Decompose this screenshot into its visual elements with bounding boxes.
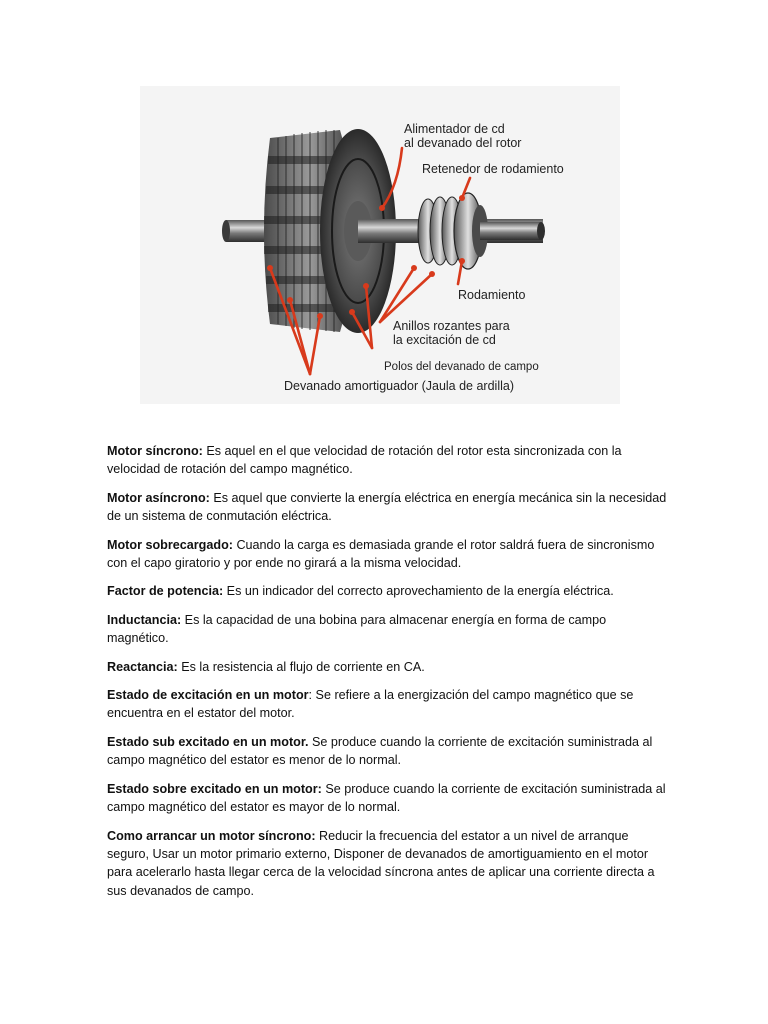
definition-sobre-excitado: [107, 780, 667, 817]
shaft-end: [480, 222, 540, 240]
rotor-figure: [140, 86, 620, 404]
definition-text: : Se refiere a la energización del campo magnético que se encuentra en el estator del motor.: [107, 688, 634, 721]
definition-text: Es un indicador del correcto aprovechamiento de la energía eléctrica.: [223, 584, 614, 599]
label-alimentador-2: al devanado del rotor: [404, 136, 522, 150]
definition-motor-asincrono: [107, 489, 667, 526]
definition-text: Cuando la carga es demasiada grande el rotor saldrá fuera de sincronismo con el capo giratorio y por ende no girará a la misma velocidad.: [107, 537, 655, 571]
term: Reactancia:: [107, 659, 178, 674]
label-retenedor: Retenedor de rodamiento: [422, 162, 564, 176]
definition-text: Se produce cuando la corriente de excitación suministrada al campo magnético del estator es menor de lo normal.: [107, 734, 653, 768]
shaft-tip: [537, 222, 545, 240]
label-anillos-2: la excitación de cd: [393, 333, 496, 347]
term: Estado sobre excitado en un motor:: [107, 781, 322, 796]
label-anillos-1: Anillos rozantes para: [393, 319, 510, 333]
term: Factor de potencia:: [107, 584, 224, 599]
label-devanado: Devanado amortiguador (Jaula de ardilla): [284, 379, 514, 393]
definition-estado-excitacion: [107, 686, 667, 723]
definition-text: Es la capacidad de una bobina para almacenar energía en forma de campo magnético.: [107, 612, 607, 646]
definition-text: Es aquel que convierte la energía eléctrica en energía mecánica sin la necesidad de un sistema de conmutación eléctrica.: [107, 490, 667, 524]
term: Motor asíncrono:: [107, 490, 210, 505]
definition-text: Es la resistencia al flujo de corriente en CA.: [177, 659, 425, 674]
definition-text: Reducir la frecuencia del estator a un nivel de arranque seguro, Usar un motor primario externo, Disponer de devanados de amortiguamiento en el motor para acelerarlo hasta llegar cerca de la velocidad síncrona antes de aplicar una corriente directa a sus devanados de campo.: [107, 828, 655, 898]
term: Inductancia:: [107, 612, 182, 627]
term: Motor sobrecargado:: [107, 537, 233, 552]
label-polos: Polos del devanado de campo: [384, 361, 539, 373]
left-shaft-end: [222, 220, 230, 242]
definition-inductancia: [107, 611, 667, 648]
definition-arrancar-motor: [107, 827, 667, 901]
rotor-diagram: [140, 86, 620, 404]
label-rodamiento: Rodamiento: [458, 288, 526, 302]
definition-sub-excitado: [107, 733, 667, 770]
term: Como arrancar un motor síncrono:: [107, 828, 316, 843]
left-shaft: [226, 220, 266, 242]
definition-motor-sobrecargado: [107, 536, 667, 573]
definition-reactancia: [107, 658, 667, 676]
definitions-list: [107, 442, 667, 910]
definition-text: Se produce cuando la corriente de excitación suministrada al campo magnético del estator es mayor de lo normal.: [107, 781, 666, 815]
term: Estado sub excitado en un motor.: [107, 734, 309, 749]
definition-text: Es aquel en el que velocidad de rotación del rotor esta sincronizada con la velocidad de rotación del campo magnético.: [107, 444, 622, 477]
label-alimentador-1: Alimentador de cd: [404, 122, 505, 136]
term: Motor síncrono:: [107, 444, 203, 458]
term: Estado de excitación en un motor: [107, 688, 309, 703]
definition-motor-sincrono: [107, 442, 667, 479]
definition-factor-potencia: [107, 582, 667, 600]
